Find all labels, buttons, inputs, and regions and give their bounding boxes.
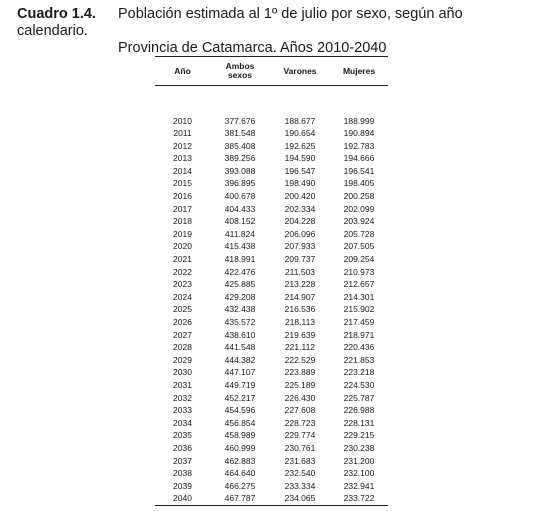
table-row <box>155 253 388 266</box>
cell-both-sexes: 458.989 <box>224 430 256 441</box>
cell-both-sexes: 422.476 <box>224 266 256 277</box>
cell-year: 2014 <box>173 165 192 176</box>
cell-year: 2038 <box>173 468 192 479</box>
cell-males: 214.907 <box>284 291 316 302</box>
caption-line-2: Provincia de Catamarca. Años 2010-2040 <box>118 40 387 56</box>
cell-females: 226.988 <box>343 405 375 416</box>
cell-females: 231.200 <box>343 455 375 466</box>
table-row <box>155 215 388 228</box>
cell-females: 229.215 <box>343 430 375 441</box>
cell-females: 202.099 <box>343 203 375 214</box>
cell-year: 2013 <box>173 153 192 164</box>
cell-year: 2040 <box>155 492 210 505</box>
table-row <box>155 152 388 165</box>
table-row <box>155 354 388 367</box>
table-row <box>155 442 388 455</box>
cell-females: 233.722 <box>330 492 388 505</box>
cell-females: 190.894 <box>343 128 375 139</box>
cell-both-sexes: 435.572 <box>224 317 256 327</box>
cell-year: 2019 <box>173 228 192 239</box>
cell-year: 2027 <box>173 329 192 340</box>
cell-both-sexes: 415.438 <box>224 241 256 252</box>
table-row <box>155 291 388 304</box>
cell-both-sexes: 389.256 <box>224 153 256 164</box>
cell-males: 202.334 <box>284 203 316 214</box>
cell-year: 2018 <box>173 216 192 227</box>
cell-both-sexes: 429.208 <box>224 291 256 302</box>
cell-females: 210.973 <box>343 266 375 277</box>
table-row <box>155 492 388 505</box>
table-row <box>155 177 388 190</box>
cell-males: 207.933 <box>284 241 316 252</box>
header-males: Varones <box>283 65 317 76</box>
cell-males: 232.540 <box>284 468 316 479</box>
table-row <box>155 115 388 128</box>
cell-both-sexes: 385.408 <box>224 140 256 151</box>
cell-both-sexes: 460.999 <box>224 442 256 453</box>
table-row <box>155 228 388 241</box>
cell-females: 223.218 <box>343 367 375 378</box>
cell-both-sexes: 418.991 <box>224 254 256 265</box>
table-row <box>155 404 388 417</box>
table-row <box>155 303 388 316</box>
cell-year: 2028 <box>173 342 192 353</box>
cell-males: 226.430 <box>284 392 316 403</box>
cell-both-sexes: 464.640 <box>224 468 256 479</box>
table-row <box>155 417 388 430</box>
table-row <box>155 266 388 279</box>
cell-year: 2011 <box>173 128 192 139</box>
cell-males: 196.547 <box>284 165 316 176</box>
cell-females: 215.902 <box>343 304 375 315</box>
cell-males: 200.420 <box>284 191 316 202</box>
cell-females: 225.787 <box>343 392 375 403</box>
cell-females: 212.657 <box>343 279 375 290</box>
cell-females: 194.666 <box>343 153 375 164</box>
table-row <box>155 203 388 216</box>
cell-both-sexes: 396.895 <box>224 178 256 189</box>
cell-year: 2034 <box>173 417 192 428</box>
table-row <box>155 329 388 342</box>
cell-both-sexes: 393.088 <box>224 165 256 176</box>
cell-males: 206.096 <box>284 228 316 239</box>
cell-males: 198.490 <box>284 178 316 189</box>
header-females: Mujeres <box>342 65 376 76</box>
cell-males: 233.334 <box>284 480 316 491</box>
cell-year: 2039 <box>173 480 192 491</box>
table-row <box>155 140 388 153</box>
cell-both-sexes: 438.610 <box>224 329 256 340</box>
cell-year: 2023 <box>173 279 192 290</box>
cell-year: 2033 <box>173 405 192 416</box>
cell-females: 230.238 <box>343 442 375 453</box>
cell-males: 228.723 <box>284 417 316 428</box>
cell-females: 205.728 <box>343 228 375 239</box>
cell-year: 2017 <box>173 203 192 214</box>
table-row <box>155 467 388 480</box>
cell-males: 216.536 <box>284 304 316 315</box>
cell-both-sexes: 404.433 <box>224 203 256 214</box>
cell-year: 2016 <box>173 191 192 202</box>
cell-males: 225.189 <box>284 379 316 390</box>
cell-both-sexes: 381.548 <box>224 128 256 139</box>
cell-both-sexes: 452.217 <box>224 392 256 403</box>
table-row <box>155 240 388 253</box>
cell-both-sexes: 447.107 <box>224 367 256 378</box>
cell-both-sexes: 466.275 <box>224 480 256 491</box>
cell-males: 204.228 <box>284 216 316 227</box>
cell-males: 192.625 <box>284 140 316 151</box>
cell-males: 209.737 <box>284 254 316 265</box>
cell-both-sexes: 432.438 <box>224 304 256 315</box>
table-row <box>155 165 388 178</box>
table-caption <box>17 6 537 57</box>
cell-year: 2037 <box>173 455 192 466</box>
table-row <box>155 316 388 329</box>
cell-females: 232.941 <box>343 480 375 491</box>
cell-males: 221.112 <box>284 342 316 353</box>
cell-females: 188.999 <box>343 115 375 126</box>
cell-females: 224.530 <box>343 379 375 390</box>
cell-males: 218.113 <box>284 317 316 327</box>
cell-males: 211.503 <box>284 266 316 277</box>
cell-both-sexes: 449.719 <box>224 379 256 390</box>
cell-year: 2010 <box>173 115 192 126</box>
cell-year: 2031 <box>173 379 192 390</box>
cell-females: 228.131 <box>343 417 375 428</box>
cell-females: 200.258 <box>343 191 375 202</box>
cell-year: 2032 <box>173 392 192 403</box>
cell-both-sexes: 425.885 <box>224 279 256 290</box>
cell-females: 214.301 <box>343 291 375 302</box>
table-row <box>155 366 388 379</box>
table-body <box>155 115 388 506</box>
header-both-sexes <box>210 57 270 86</box>
cell-males: 234.065 <box>270 492 330 505</box>
cell-males: 229.774 <box>284 430 316 441</box>
cell-year: 2012 <box>173 140 192 151</box>
table-row <box>155 341 388 354</box>
cell-females: 203.924 <box>343 216 375 227</box>
cell-both-sexes: 462.883 <box>224 455 256 466</box>
cell-males: 222.529 <box>284 354 316 365</box>
cell-year: 2029 <box>173 354 192 365</box>
table-row <box>155 278 388 291</box>
caption-label: Cuadro 1.4. <box>17 6 96 22</box>
table-row <box>155 190 388 203</box>
cell-both-sexes: 400.678 <box>224 191 256 202</box>
cell-females: 209.254 <box>343 254 375 265</box>
header-both-sexes-label: Ambos sexos <box>225 61 255 80</box>
cell-females: 198.405 <box>343 178 375 189</box>
cell-females: 192.783 <box>343 140 375 151</box>
cell-both-sexes: 454.596 <box>224 405 256 416</box>
cell-males: 227.608 <box>284 405 316 416</box>
cell-year: 2020 <box>173 241 192 252</box>
cell-males: 190.654 <box>284 128 316 139</box>
cell-both-sexes: 456.854 <box>224 417 256 428</box>
table-row <box>155 455 388 468</box>
cell-males: 219.639 <box>284 329 316 340</box>
cell-both-sexes: 408.152 <box>224 216 256 227</box>
cell-males: 194.590 <box>284 153 316 164</box>
cell-females: 207.505 <box>343 241 375 252</box>
cell-males: 223.889 <box>284 367 316 378</box>
cell-females: 220.436 <box>343 342 375 353</box>
cell-both-sexes: 444.382 <box>224 354 256 365</box>
cell-year: 2015 <box>173 178 192 189</box>
cell-females: 217.459 <box>343 317 375 327</box>
caption-line-1: Población estimada al 1º de julio por sexo, según año calendario. <box>17 6 463 39</box>
table-row <box>155 379 388 392</box>
cell-year: 2022 <box>173 266 192 277</box>
table-header-row <box>155 57 388 86</box>
cell-males: 230.761 <box>284 442 316 453</box>
cell-year: 2024 <box>173 291 192 302</box>
cell-males: 231.683 <box>284 455 316 466</box>
table-row <box>155 480 388 493</box>
cell-females: 221.853 <box>343 354 375 365</box>
cell-females: 196.541 <box>343 165 375 176</box>
cell-both-sexes: 467.787 <box>210 492 270 505</box>
cell-females: 218.971 <box>343 329 375 340</box>
table-row <box>155 392 388 405</box>
cell-year: 2025 <box>173 304 192 315</box>
table-row <box>155 429 388 442</box>
cell-males: 188.677 <box>284 115 316 126</box>
cell-both-sexes: 411.824 <box>224 228 256 239</box>
cell-year: 2035 <box>173 430 192 441</box>
cell-both-sexes: 441.548 <box>224 342 256 353</box>
population-table <box>155 56 388 506</box>
cell-year: 2036 <box>173 442 192 453</box>
header-year: Año <box>174 65 191 76</box>
cell-year: 2026 <box>173 317 192 327</box>
table-row <box>155 127 388 140</box>
cell-both-sexes: 377.676 <box>224 115 256 126</box>
cell-year: 2030 <box>173 367 192 378</box>
cell-females: 232.100 <box>343 468 375 479</box>
cell-males: 213.228 <box>284 279 316 290</box>
cell-year: 2021 <box>173 254 192 265</box>
